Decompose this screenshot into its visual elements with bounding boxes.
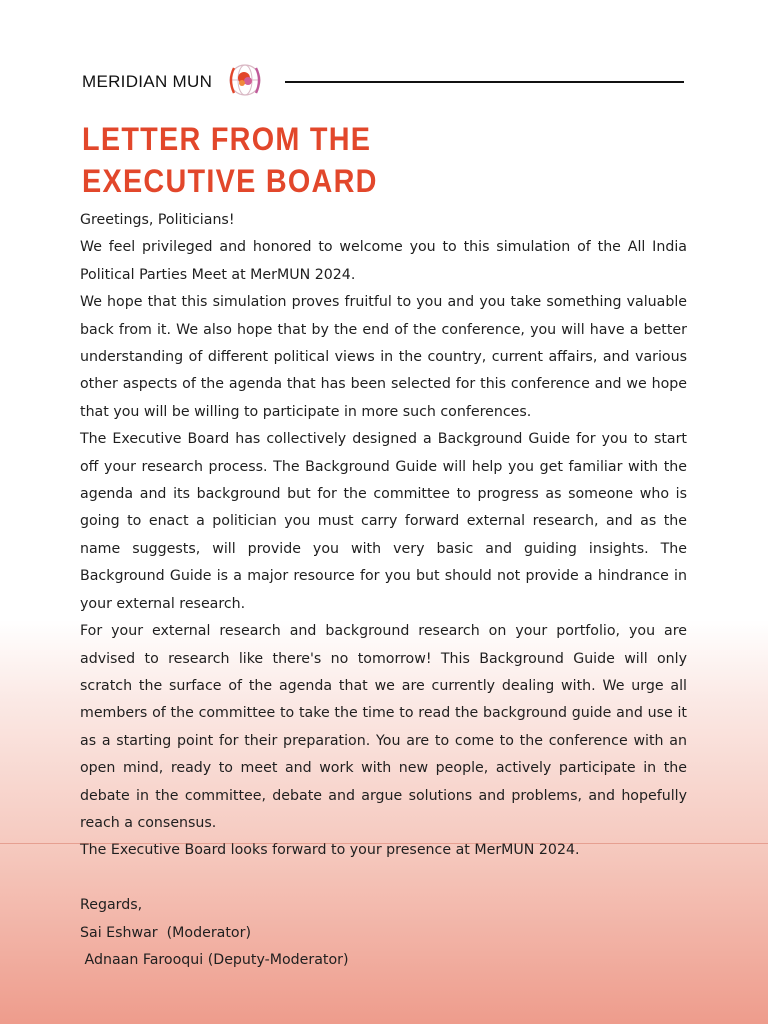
closing-regards: Regards, xyxy=(80,897,143,914)
signer-deputy-moderator: Adnaan Farooqui (Deputy-Moderator) xyxy=(80,951,349,968)
page-title xyxy=(82,118,622,202)
title-line-2: EXECUTIVE BOARD xyxy=(82,163,378,199)
signer-moderator: Sai Eshwar (Moderator) xyxy=(80,924,251,941)
paragraph-welcome: We feel privileged and honored to welcome you to this simulation of the All India Political Parties Meet at MerMUN 2024. xyxy=(80,239,687,283)
background-divider xyxy=(0,843,768,844)
spacer xyxy=(80,865,687,892)
meridian-mun-globe-logo-icon xyxy=(224,62,266,98)
title-line-1: LETTER FROM THE xyxy=(82,121,372,157)
greeting: Greetings, Politicians! xyxy=(80,212,235,228)
header-rule xyxy=(285,81,684,83)
paragraph-hope: We hope that this simulation proves fruitful to you and you take something valuable back from it. We also hope that by the end of the conference, you will have a better understanding of different political views in the country, current affairs, and various other aspects of the agenda that has been selected for this conference and we hope that you will be willing to participate in more such conferences. xyxy=(80,294,687,420)
paragraph-background-guide: The Executive Board has collectively designed a Background Guide for you to start off your research process. The Background Guide will help you get familiar with the agenda and its background but for the committee to progress as someone who is going to enact a politician you must carry forward external research, and as the name suggests, will provide you with very basic and guiding insights. The Background Guide is a major resource for you but should not provide a hindrance in your external research. xyxy=(80,431,687,612)
paragraph-closing-note: The Executive Board looks forward to your presence at MerMUN 2024. xyxy=(80,842,580,859)
paragraph-external-research: For your external research and background research on your portfolio, you are advised to research like there's no tomorrow! This Background Guide will only scratch the surface of the agenda that we are currently dealing with. We urge all members of the committee to take the time to read the background guide and use it as a starting point for their preparation. You are to come to the conference with an open mind, ready to meet and work with new people, actively participate in the debate in the committee, debate and argue solutions and problems, and hopefully reach a consensus. xyxy=(80,623,687,831)
letter-body xyxy=(80,207,687,974)
document-header xyxy=(82,62,684,102)
brand-name: MERIDIAN MUN xyxy=(82,72,213,91)
